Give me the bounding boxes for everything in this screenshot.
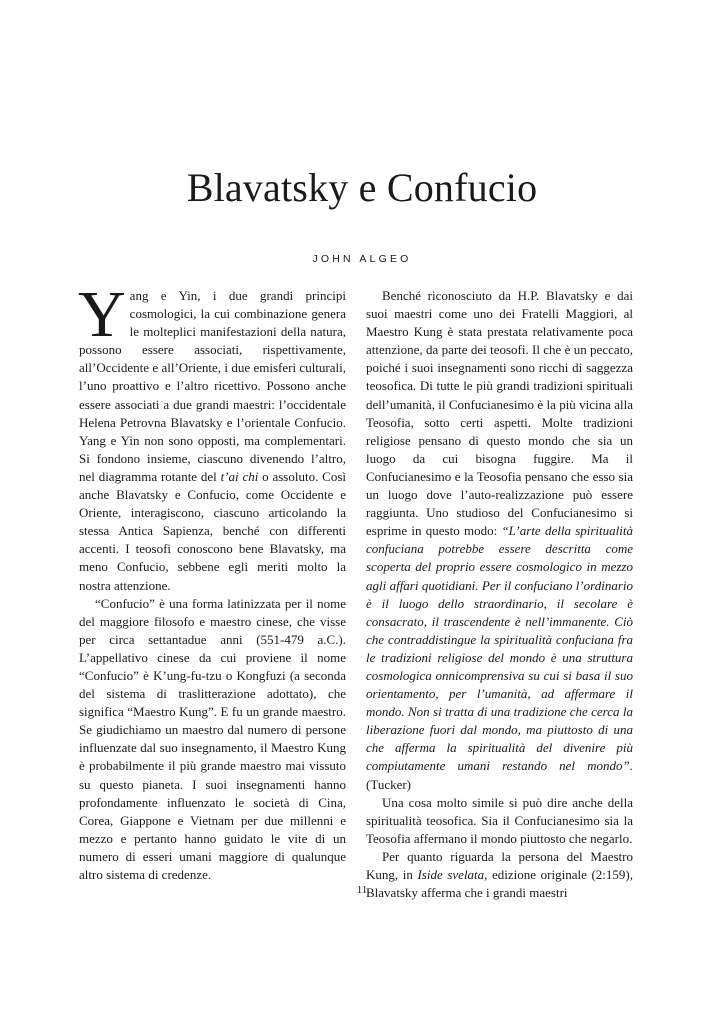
paragraph: Una cosa molto simile si può dire anche della spiritualità teosofica. Sia il Confucianesimo sia la Teosofia affermano il mondo piuttosto che negarlo. bbox=[366, 794, 633, 846]
paragraph: “Confucio” è una forma latinizzata per il nome del maggiore filosofo e maestro cinese, che visse per circa settantadue anni (551-479 a.C.). L’appellativo cinese da cui proviene il nome “Confucio” è K’ung-fu-tzu o Kongfuzi (a seconda del sistema di traslitterazione adottato), che significa “Maestro Kung”. E fu un grande maestro. Se giudichiamo un maestro dal numero di persone influenzate dal suo insegnamento, il Maestro Kung è probabilmente il più grande maestro mai vissuto su questo pianeta. I suoi insegnamenti hanno profondamente influenzato le società di Cina, Corea, Giappone e Vietnam per due millenni e mezzo e pertanto hanno guidato le vite di un numero di esseri umani maggiore di qualunque altro sistema di credenze. bbox=[79, 595, 346, 882]
article-title: Blavatsky e Confucio bbox=[186, 164, 538, 210]
paragraph-text: Per quanto riguarda la persona del Maestro Kung, in bbox=[366, 848, 633, 882]
page-number: 11 bbox=[356, 884, 368, 896]
right-column bbox=[366, 287, 633, 902]
drop-cap: Y bbox=[78, 278, 126, 351]
paragraph bbox=[78, 278, 346, 595]
italic-term: t’ai chi bbox=[220, 468, 259, 484]
block-quote: “L’arte della spiritualità confuciana potrebbe essere descritta come scoperta del proprio essere cosmologico in mezzo agli affari quotidiani. Per il confuciano l’ordinario è il luogo dello straordinario, il secolare è consacrato, il trascendente è nell’immanente. Ciò che contraddistingue la spiritualità confuciana fra le tradizioni religiose del mondo è una struttura cosmologica onnicomprensiva su cui si basa il suo orientamento, per l’umanità, ad affermare il mondo. Non si tratta di una tradizione che cerca la liberazione fuori dal mondo, ma piuttosto di una che afferma la spiritualità del divenire più compiutamente umani restando nel mondo”. bbox=[366, 523, 633, 774]
citation: (Tucker) bbox=[366, 776, 412, 792]
paragraph bbox=[366, 287, 633, 794]
left-column bbox=[78, 278, 346, 884]
paragraph-text: o assoluto. Così anche Blavatsky e Confucio, come Occidente e Oriente, interagiscono, ciascuno articolando la stessa Antica Sapienza, benché con differenti accenti. I teosofi conoscono bene Blavatsky, ma meno Confucio, sebbene egli meriti molto la nostra attenzione. bbox=[79, 468, 346, 593]
paragraph-text: Benché riconosciuto da H.P. Blavatsky e dai suoi maestri come uno dei Fratelli Maggiori, al Maestro Kung è stata prestata relativamente poca attenzione, da parte dei teosofi. Il che è un peccato, poiché i suoi insegnamenti sono ricchi di saggezza teosofica. Di tutte le più grandi tradizioni spirituali dell’umanità, il Confucianesimo è la più vicina alla Teosofia, sotto certi aspetti. Molte tradizioni religiose pensano di questo mondo che sia un luogo da cui bisogna fuggire. Ma il Confucianesimo e la Teosofia pensano che esso sia un luogo dove l’auto-realizzazione può essere raggiunta. Uno studioso del Confucianesimo si esprime in questo modo: bbox=[366, 288, 633, 539]
italic-title: Iside svelata, bbox=[417, 867, 488, 882]
paragraph-text: ang e Yin, i due grandi principi cosmologici, la cui combinazione genera le molteplici manifestazioni della natura, possono essere associati, rispettivamente, all’Occidente e all’Oriente, i due emisferi culturali, l’uno proattivo e l’altro ricettivo. Possono anche essere associati a due grandi maestri: l’occidentale Helena Petrovna Blavatsky e l’orientale Confucio. Yang e Yin non sono opposti, ma complementari. Si fondono insieme, ciascuno divenendo l’altro, nel diagramma rotante del bbox=[79, 288, 346, 484]
paragraph-text: edizione originale (2:159), Blavatsky afferma che i grandi maestri bbox=[366, 867, 634, 901]
author-byline: JOHN ALGEO bbox=[312, 253, 412, 265]
